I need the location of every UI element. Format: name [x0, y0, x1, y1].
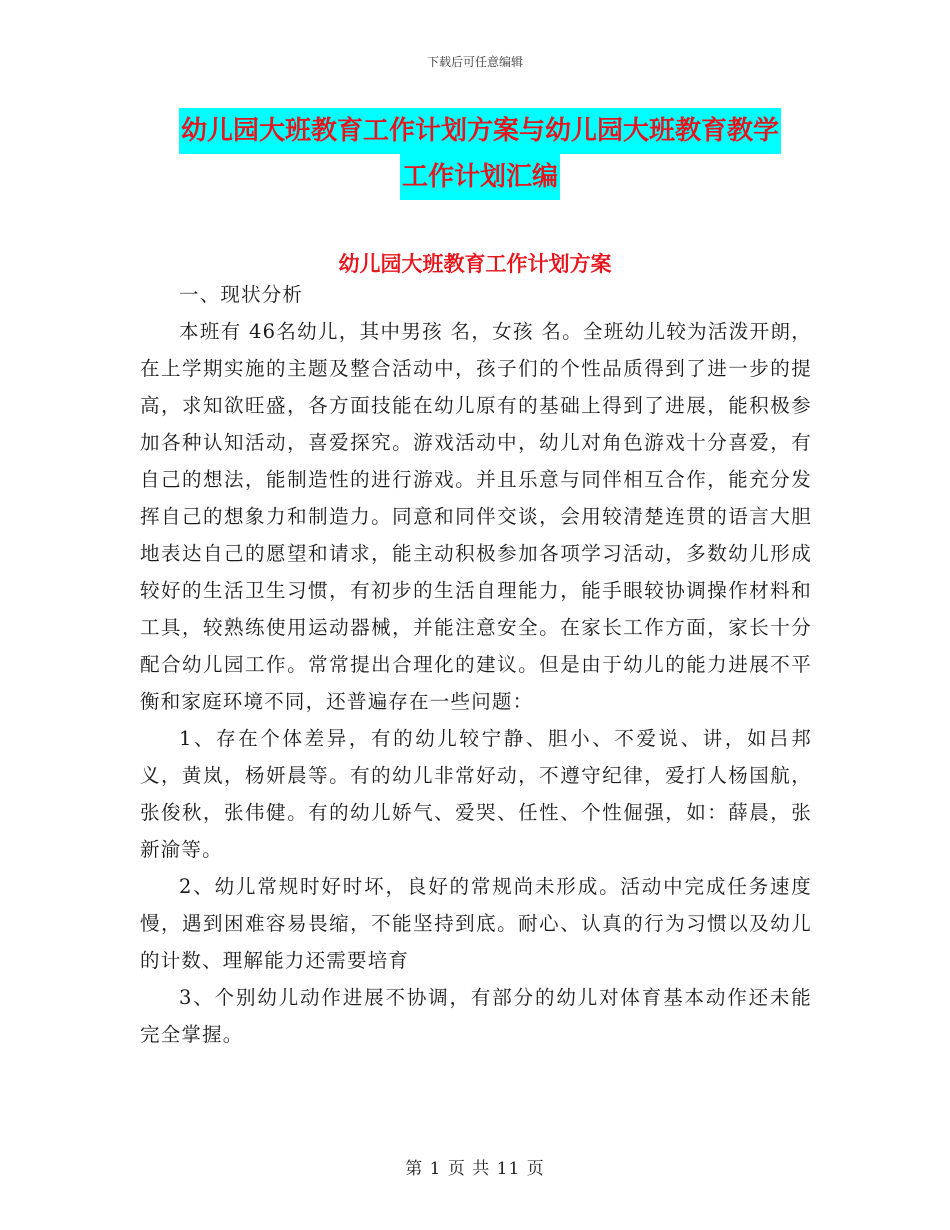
paragraph-issue-1: 1、存在个体差异，有的幼儿较宁静、胆小、不爱说、讲，如吕邦义，黄岚，杨妍晨等。有的幼儿非常好动，不遵守纪律，爱打人杨国航，张俊秋，张伟健。有的幼儿娇气、爱哭、任性、个性倔强，如：薛晨，张新渝等。: [140, 727, 812, 861]
paragraph-issue-2: 2、幼儿常规时好时坏，良好的常规尚未形成。活动中完成任务速度慢，遇到困难容易畏缩，不能坚持到底。耐心、认真的行为习惯以及幼儿的计数、理解能力还需要培育: [140, 875, 812, 972]
paragraph-class-overview: 本班有 46名幼儿，其中男孩 名，女孩 名。全班幼儿较为活泼开朗，在上学期实施的主题及整合活动中，孩子们的个性品质得到了进一步的提高，求知欲旺盛，各方面技能在幼儿原有的基础上得到了进展，能积极参加各种认知活动，喜爱探究。游戏活动中，幼儿对角色游戏十分喜爱，有自己的想法，能制造性的进行游戏。并且乐意与同伴相互合作，能充分发挥自己的想象力和制造力。同意和同伴交谈，会用较清楚连贯的语言大胆地表达自己的愿望和请求，能主动积极参加各项学习活动，多数幼儿形成较好的生活卫生习惯，有初步的生活自理能力，能手眼较协调操作材料和工具，较熟练使用运动器械，并能注意安全。在家长工作方面，家长十分配合幼儿园工作。常常提出合理化的建议。但是由于幼儿的能力进展不平衡和家庭环境不同，还普遍存在一些问题：: [140, 320, 812, 713]
section-heading: 幼儿园大班教育工作计划方案: [338, 252, 612, 276]
paragraph-issue-3: 3、个别幼儿动作进展不协调，有部分的幼儿对体育基本动作还未能完全掌握。: [140, 986, 812, 1046]
paragraph-heading-status: 一、现状分析: [179, 283, 304, 306]
document-title-line-1: 幼儿园大班教育工作计划方案与幼儿园大班教育教学: [179, 108, 781, 154]
document-title-line-2: 工作计划汇编: [400, 154, 560, 200]
document-title: [140, 108, 820, 200]
page-number: 第 1 页 共 11 页: [405, 1159, 545, 1179]
header-note: 下载后可任意编辑: [426, 55, 523, 69]
body-text: [140, 276, 812, 1053]
